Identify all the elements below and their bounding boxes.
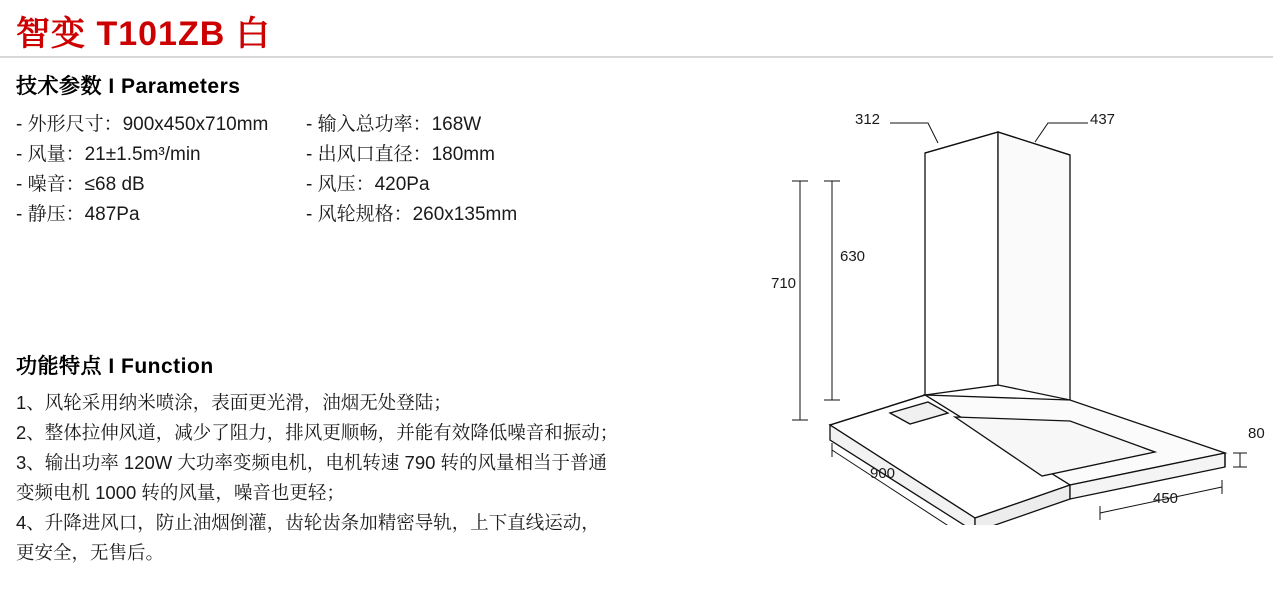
parameter-item: - 风压：420Pa xyxy=(306,174,430,195)
parameter-item: - 输入总功率：168W xyxy=(306,114,482,135)
dimension-label-900: 900 xyxy=(870,465,896,482)
parameters-heading: 技术参数 I Parameters xyxy=(16,75,241,98)
parameter-item: - 风轮规格：260x135mm xyxy=(306,204,518,225)
dimension-label-312: 312 xyxy=(855,111,881,128)
parameters-column-2 xyxy=(306,110,636,230)
function-heading: 功能特点 I Function xyxy=(16,355,214,378)
function-item: 3、输出功率 120W 大功率变频电机，电机转速 790 转的风量相当于普通 xyxy=(16,452,608,473)
function-item: 变频电机 1000 转的风量，噪音也更轻； xyxy=(16,482,345,503)
dimension-label-710: 710 xyxy=(771,275,797,292)
dimension-label-450: 450 xyxy=(1153,490,1179,507)
title-bar xyxy=(0,0,1273,58)
parameter-item: - 静压：487Pa xyxy=(16,204,140,225)
parameter-item: - 出风口直径：180mm xyxy=(306,144,495,165)
parameters-section xyxy=(16,70,806,230)
function-section xyxy=(16,350,806,568)
dimension-label-630: 630 xyxy=(840,248,866,265)
parameter-item: - 噪音：≤68 dB xyxy=(16,174,145,195)
parameters-column-1 xyxy=(16,110,306,230)
parameters-grid xyxy=(16,110,806,230)
function-item: 4、升降进风口，防止油烟倒灌，齿轮齿条加精密导轨，上下直线运动， xyxy=(16,512,600,533)
parameter-item: - 外形尺寸：900x450x710mm xyxy=(16,114,269,135)
page-title: 智变 T101ZB 白 xyxy=(16,15,271,53)
function-item: 更安全，无售后。 xyxy=(16,542,165,563)
dimension-label-80: 80 xyxy=(1248,425,1265,442)
parameter-item: - 风量：21±1.5m³/min xyxy=(16,144,201,165)
function-item: 1、风轮采用纳米喷涂，表面更光滑，油烟无处登陆； xyxy=(16,392,452,413)
product-technical-drawing xyxy=(770,95,1270,525)
range-hood-diagram-svg xyxy=(770,95,1270,525)
function-item: 2、整体拉伸风道，减少了阻力，排风更顺畅，并能有效降低噪音和振动； xyxy=(16,422,619,443)
dimension-label-437: 437 xyxy=(1090,111,1116,128)
